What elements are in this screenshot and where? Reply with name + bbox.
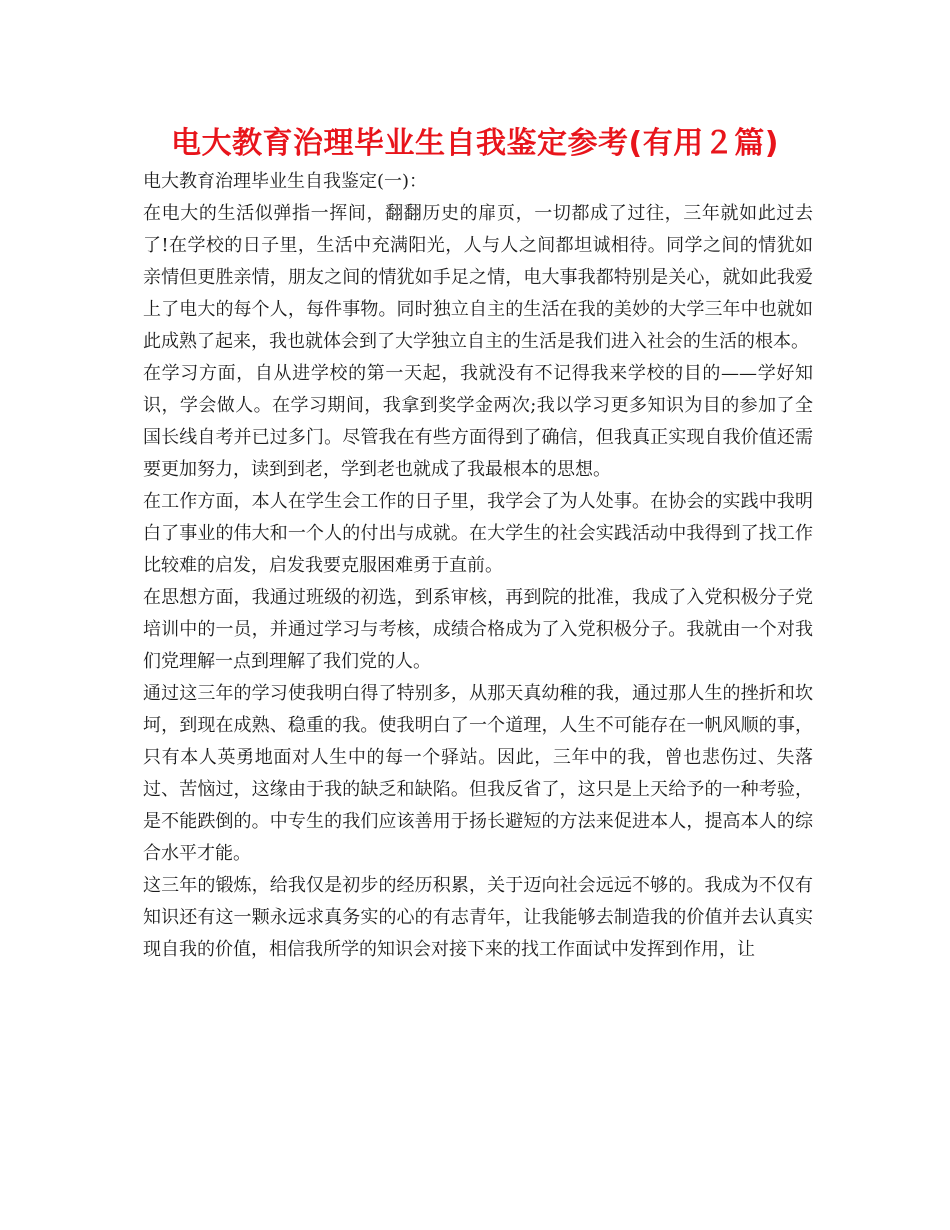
paragraph-work: 在工作方面，本人在学生会工作的日子里，我学会了为人处事。在协会的实践中我明白了事业的伟大和一个人的付出与成就。在大学生的社会实践活动中我得到了找工作比较难的启发，启发我要克服困难勇于直前。 bbox=[143, 491, 813, 576]
paragraph-growth: 通过这三年的学习使我明白得了特别多，从那天真幼稚的我，通过那人生的挫折和坎坷，到现在成熟、稳重的我。使我明白了一个道理，人生不可能存在一帆风顺的事，只有本人英勇地面对人生中的每一个驿站。因此，三年中的我，曾也悲伤过、失落过、苦恼过，这缘由于我的缺乏和缺陷。但我反省了，这只是上天给予的一种考验，是不能跌倒的。中专生的我们应该善用于扬长避短的方法来促进本人，提高本人的综合水平才能。 bbox=[143, 683, 813, 864]
paragraph-thought: 在思想方面，我通过班级的初选，到系审核，再到院的批准，我成了入党积极分子党培训中的一员，并通过学习与考核，成绩合格成为了入党积极分子。我就由一个对我们党理解一点到理解了我们党的人。 bbox=[143, 587, 813, 672]
paragraph-life: 在电大的生活似弹指一挥间，翻翻历史的扉页，一切都成了过往，三年就如此过去了!在学校的日子里，生活中充满阳光，人与人之间都坦诚相待。同学之间的情犹如亲情但更胜亲情，朋友之间的情犹如手足之情，电大事我都特别是关心，就如此我爱上了电大的每个人，每件事物。同时独立自主的生活在我的美妙的大学三年中也就如此成熟了起来，我也就体会到了大学独立自主的生活是我们进入社会的生活的根本。 bbox=[143, 203, 813, 352]
section-heading: 电大教育治理毕业生自我鉴定(一)： bbox=[143, 171, 428, 192]
paragraph-study: 在学习方面，自从进学校的第一天起，我就没有不记得我来学校的目的——学好知识，学会做人。在学习期间，我拿到奖学金两次;我以学习更多知识为目的参加了全国长线自考并已过多门。尽管我在有些方面得到了确信，但我真正实现自我价值还需要更加努力，读到到老，学到老也就成了我最根本的思想。 bbox=[143, 363, 813, 480]
document-body bbox=[143, 166, 813, 966]
paragraph-training: 这三年的锻炼，给我仅是初步的经历积累，关于迈向社会远远不够的。我成为不仅有知识还有这一颗永远求真务实的心的有志青年，让我能够去制造我的价值并去认真实现自我的价值，相信我所学的知识会对接下来的找工作面试中发挥到作用，让 bbox=[143, 875, 813, 960]
document-title: 电大教育治理毕业生自我鉴定参考(有用２篇) bbox=[171, 126, 779, 161]
